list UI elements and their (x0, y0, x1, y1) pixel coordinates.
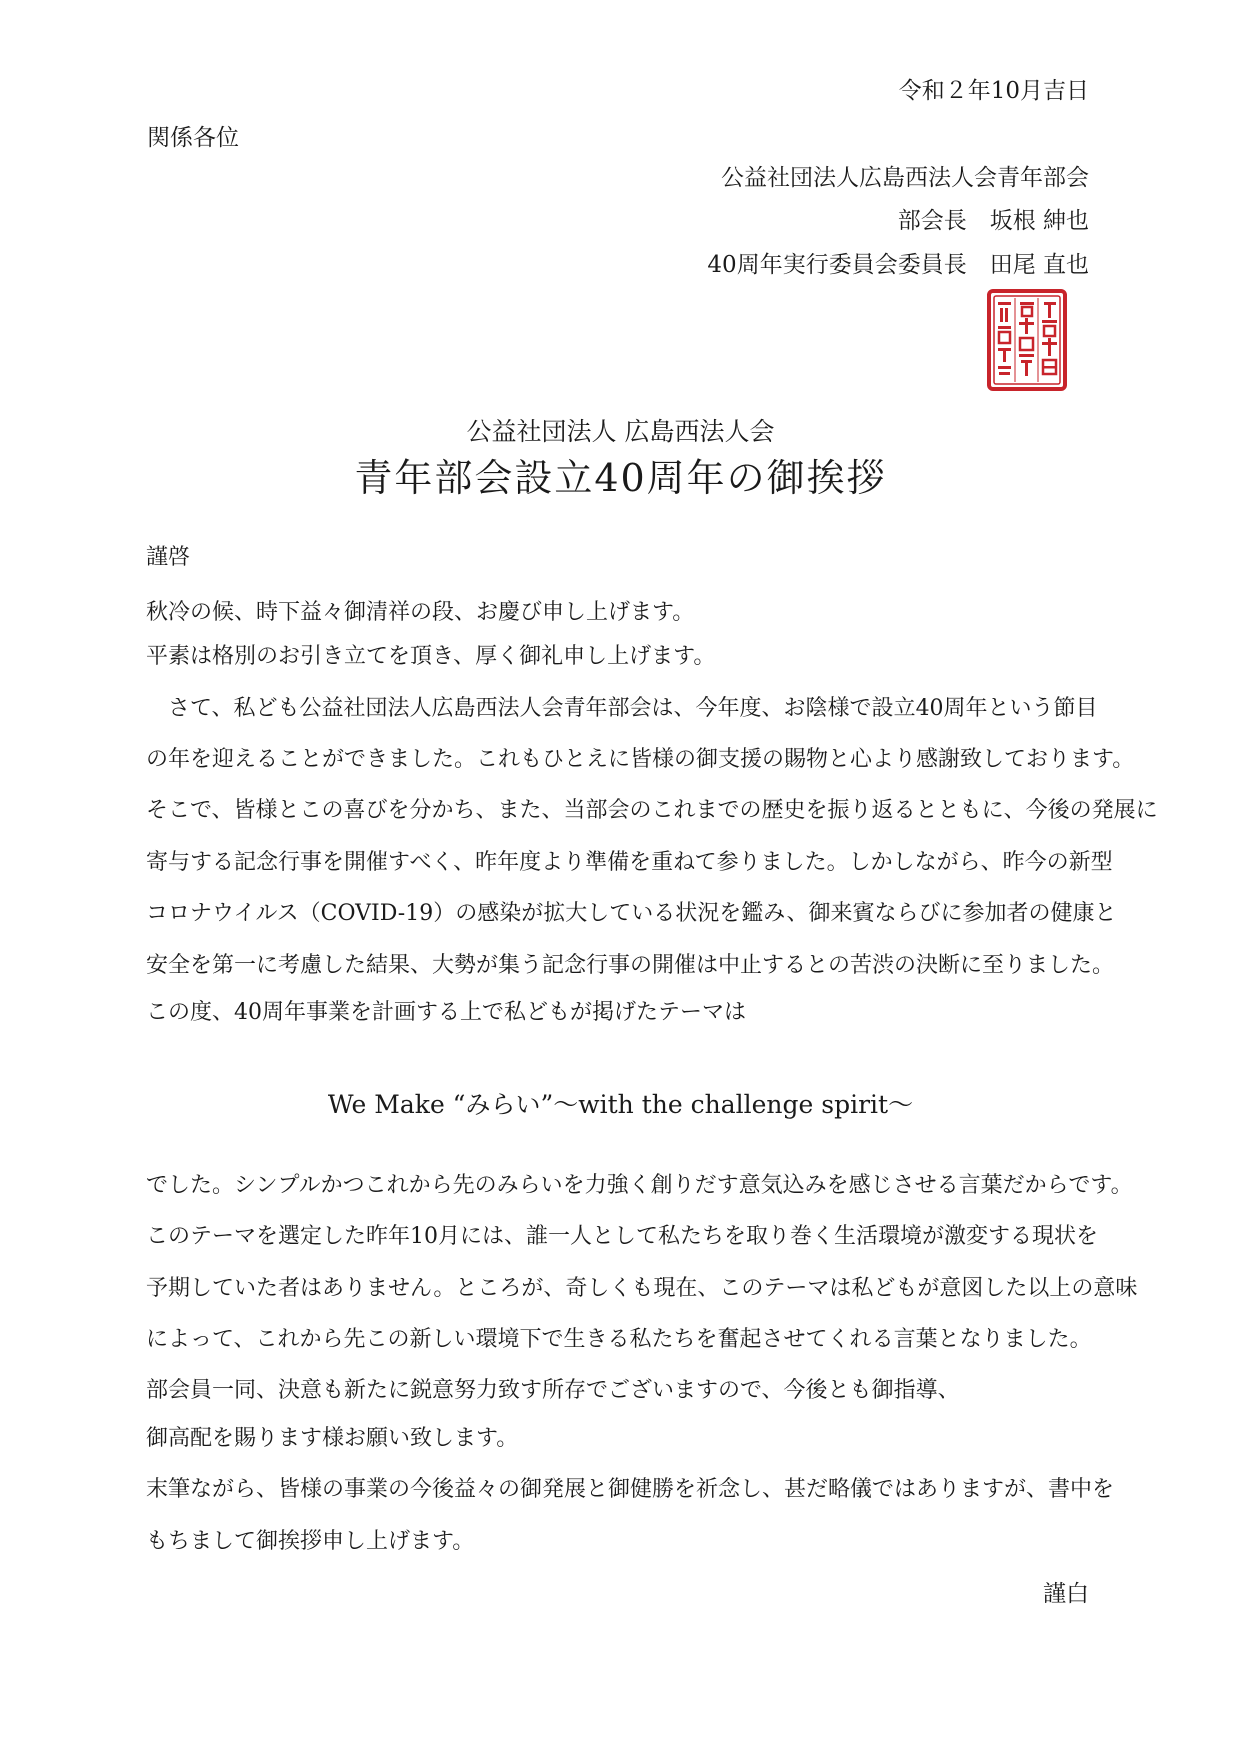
body-line: でした。シンプルかつこれから先のみらいを力強く創りだす意気込みを感じさせる言葉だからです。 (146, 1173, 1133, 1198)
addressee: 関係各位 (147, 125, 239, 151)
body-line: の年を迎えることができました。これもひとえに皆様の御支援の賜物と心より感謝致しております。 (146, 747, 1135, 772)
sender-chair: 部会長 坂根 紳也 (897, 208, 1089, 234)
page-title: 青年部会設立40周年の御挨拶 (354, 456, 887, 500)
sender-committee-chair: 40周年実行委員会委員長 田尾 直也 (707, 252, 1089, 278)
document-date: 令和２年10月吉日 (898, 78, 1089, 104)
body-line: によって、これから先この新しい環境下で生きる私たちを奮起させてくれる言葉となりました。 (146, 1327, 1092, 1352)
body-line: もちまして御挨拶申し上げます。 (146, 1529, 475, 1554)
body-line: そこで、皆様とこの喜びを分かち、また、当部会のこれまでの歴史を振り返るとともに、今後の発展に (146, 798, 1158, 823)
title-subtitle: 公益社団法人 広島西法人会 (466, 417, 775, 446)
organization-seal-stamp (986, 288, 1068, 392)
body-line: 部会員一同、決意も新たに鋭意努力致す所存でございますので、今後とも御指導、 (146, 1378, 960, 1403)
body-line: さて、私ども公益社団法人広島西法人会青年部会は、今年度、お陰様で設立40周年という節目 (146, 696, 1098, 721)
body-line: 平素は格別のお引き立てを頂き、厚く御礼申し上げます。 (146, 644, 716, 669)
body-line: 予期していた者はありません。ところが、奇しくも現在、このテーマは私どもが意図した以上の意味 (146, 1276, 1138, 1301)
body-line: このテーマを選定した昨年10月には、誰一人として私たちを取り巻く生活環境が激変する現状を (146, 1224, 1098, 1249)
body-line: 安全を第一に考慮した結果、大勢が集う記念行事の開催は中止するとの苦渋の決断に至りました。 (146, 953, 1115, 978)
body-line: この度、40周年事業を計画する上で私どもが掲げたテーマは (146, 1000, 746, 1025)
body-line: コロナウイルス（COVID-19）の感染が拡大している状況を鑑み、御来賓ならびに参加者の健康と (146, 901, 1117, 926)
body-line: 秋冷の候、時下益々御清祥の段、お慶び申し上げます。 (146, 600, 695, 625)
closing: 謹白 (1043, 1581, 1089, 1607)
sender-organization: 公益社団法人広島西法人会青年部会 (721, 165, 1089, 191)
body-line: 末筆ながら、皆様の事業の今後益々の御発展と御健勝を祈念し、甚だ略儀ではありますが、書中を (146, 1477, 1115, 1502)
body-line: 寄与する記念行事を開催すべく、昨年度より準備を重ねて参りました。しかしながら、昨今の新型 (146, 850, 1113, 875)
event-theme: We Make “みらい”〜with the challenge spirit〜 (327, 1090, 914, 1119)
salutation: 謹啓 (146, 545, 191, 570)
body-line: 御高配を賜ります様お願い致します。 (146, 1426, 519, 1451)
